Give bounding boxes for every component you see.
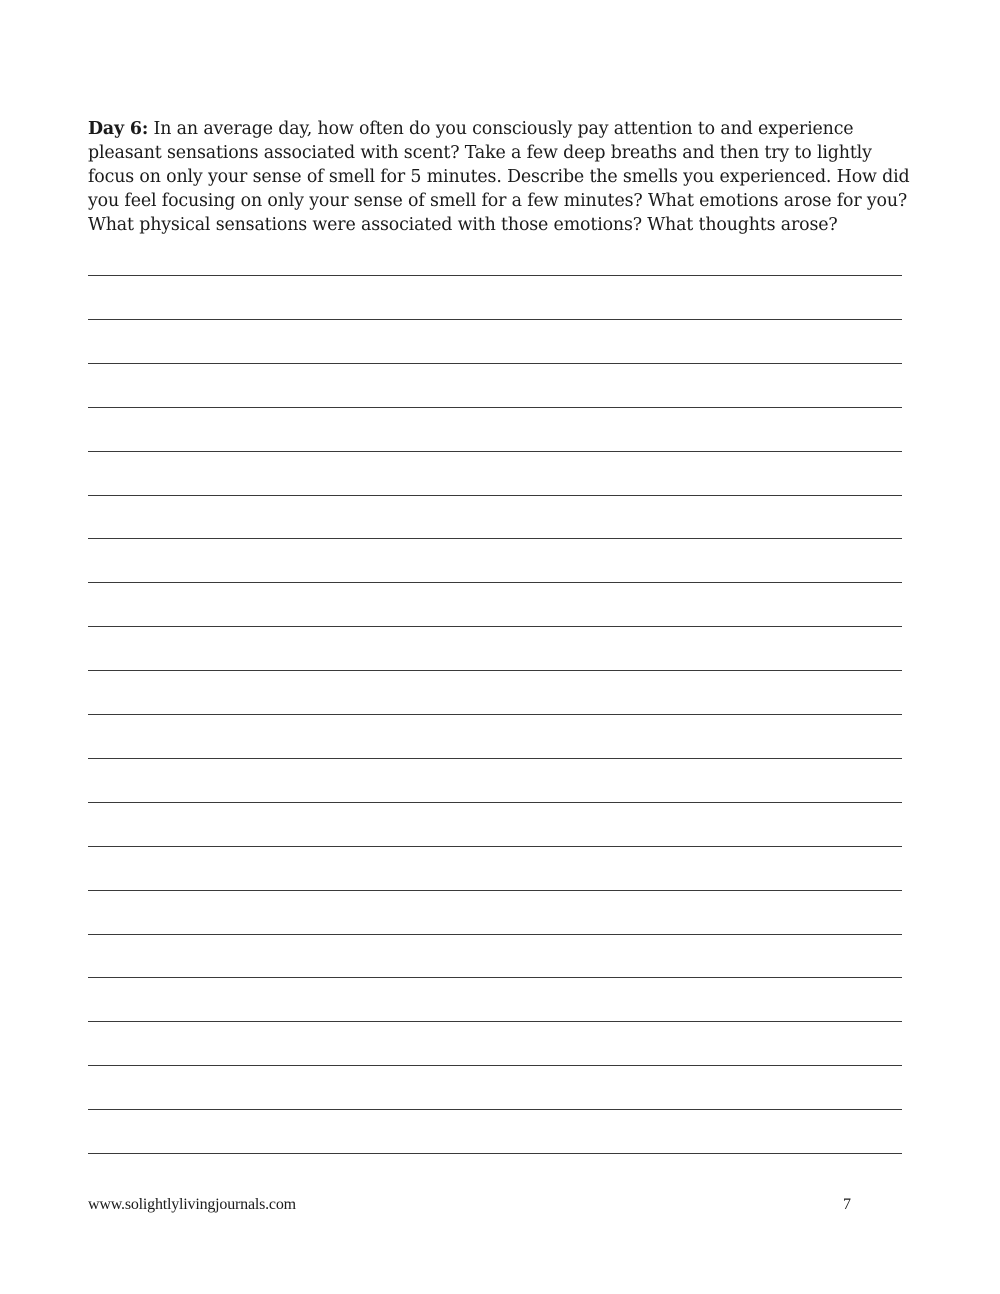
writing-line (88, 977, 902, 978)
writing-line (88, 802, 902, 803)
writing-line (88, 582, 902, 583)
page-number: 7 (843, 1196, 851, 1213)
writing-line (88, 319, 902, 320)
writing-line (88, 670, 902, 671)
prompt-day-label: Day 6: (88, 119, 149, 139)
writing-line (88, 1021, 902, 1022)
writing-line (88, 407, 902, 408)
writing-line (88, 1153, 902, 1154)
writing-line (88, 538, 902, 539)
writing-line (88, 1109, 902, 1110)
writing-line (88, 714, 902, 715)
writing-line (88, 758, 902, 759)
writing-line (88, 495, 902, 496)
journal-prompt (88, 117, 918, 237)
writing-line (88, 451, 902, 452)
writing-line (88, 890, 902, 891)
writing-line (88, 363, 902, 364)
prompt-text: In an average day, how often do you consciously pay attention to and experience pleasant sensations associated with scent? Take a few deep breaths and then try to lightly focus on only your sense of smell for 5 minutes. Describe the smells you experienced. How did you feel focusing on only your sense of smell for a few minutes? What emotions arose for you? What physical sensations were associated with those emotions? What thoughts arose? (88, 119, 910, 235)
writing-line (88, 626, 902, 627)
writing-line (88, 275, 902, 276)
writing-line (88, 846, 902, 847)
footer-website-url: www.solightlylivingjournals.com (88, 1196, 296, 1213)
writing-line (88, 1065, 902, 1066)
writing-line (88, 934, 902, 935)
